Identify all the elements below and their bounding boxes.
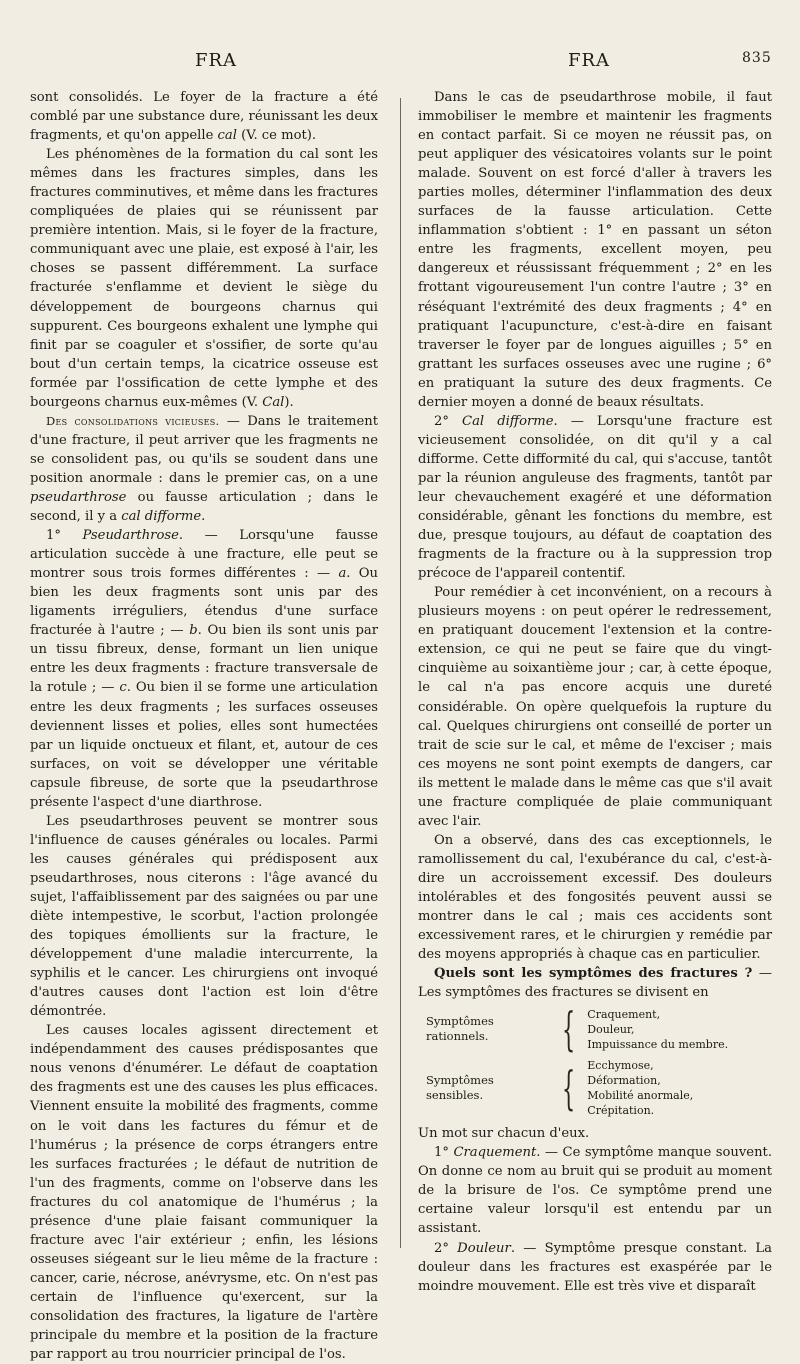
- text-run: On a observé, dans des cas exceptionnels, le ramollissement du cal, l'exubérance du cal, c'est-à-dire un accroissement excessif. Des douleurs intolérables et des fongosités peuvent aussi se montrer dans le cal ; mais ces accidents sont excessivement rares, et le chirurgien y remédie par des moyens appropriés à chaque cas en particulier.: [418, 832, 772, 963]
- text-run: ou fausse articulation ; dans le second, il y a: [30, 489, 378, 525]
- paragraph: [30, 812, 378, 1022]
- text-run: 2°: [434, 1240, 458, 1256]
- symptom-item: Crépitation.: [587, 1104, 655, 1118]
- text-run: . Ou bien les deux fragments sont unis par des ligaments irréguliers, étendus d'une surface fracturée à l'autre ; —: [30, 566, 378, 639]
- paragraph: [30, 145, 378, 412]
- paragraph: [418, 583, 772, 831]
- text-run: Craquement: [453, 1145, 537, 1161]
- text-run: — Les symptômes des fractures se divisent en: [418, 966, 773, 1001]
- paragraph: [30, 412, 378, 526]
- text-run: Les pseudarthroses peuvent se montrer sous l'influence de causes générales ou locales. Parmi les causes générales qui prédisposent aux pseudarthroses, nous citerons : l'âge avancé du sujet, l'affaiblissement par des saignées ou par une diète intempestive, le scorbut, l'action prolongée des topiques émollients sur la fracture, le développement d'une maladie intercurrente, la syphilis et le cancer. Les chirurgiens ont invoqué d'autres causes dont l'action est loin d'être démontrée.: [30, 813, 378, 1020]
- symptom-item: Mobilité anormale,: [587, 1089, 694, 1103]
- text-run: Dans le cas de pseudarthrose mobile, il faut immobiliser le membre et maintenir les fragments en contact parfait. Si ce moyen ne réussit pas, on peut appliquer des vésicatoires volants sur le point malade. Souvent on est forcé d'aller à travers les parties molles, déterminer l'inflammation des deux surfaces de la fausse articulation. Cette inflammation s'obtient : 1° en passant un séton entre les fragments, excellent moyen, peu dangereux et réussissant fréquemment ; 2° en les frottant vigoureusement l'un contre l'autre ; 3° en réséquant l'extrémité des deux fragments ; 4° en pratiquant l'acupuncture, c'est-à-dire en faisant traverser le foyer par de longues aiguilles ; 5° en grattant les surfaces osseuses avec une rugine ; 6° en pratiquant la suture des deux fragments. Ce dernier moyen a donné de beaux résultats.: [418, 90, 772, 410]
- text-run: b: [189, 623, 198, 639]
- paragraph: [30, 1021, 378, 1364]
- column-divider: [400, 98, 401, 1248]
- text-run: . — Lorsqu'une fausse articulation succède à une fracture, elle peut se montrer sous trois formes différentes : —: [30, 528, 378, 582]
- paragraph: [418, 1143, 772, 1238]
- text-run: c: [119, 680, 127, 696]
- text-run: Cal: [262, 394, 285, 410]
- text-run: Douleur: [457, 1240, 511, 1256]
- paragraph: [418, 831, 772, 964]
- paragraph: [30, 88, 378, 145]
- symptom-item: Impuissance du membre.: [587, 1037, 729, 1051]
- text-run: . Ou bien il se forme une articulation entre les deux fragments ; les surfaces osseuses deviennent lisses et polies, elles sont humectées par un liquide onctueux et filant, et, autour de ces surfaces, on voit se développer une véritable capsule fibreuse, de sorte que la pseudarthrose présente l'aspect d'une diarthrose.: [30, 680, 378, 810]
- text-run: Les causes locales agissent directement et indépendamment des causes prédisposantes que nous venons d'énumérer. Le défaut de coaptation des fragments est une des causes les plus efficaces. Viennent ensuite la mobilité des fragments, comme on le voit dans les factures du fémur et de l'humérus ; la présence de corps étrangers entre les surfaces fracturées ; le défaut de nutrition de l'un des fragments, comme on l'observe dans les fractures du col anatomique de l'humérus ; la présence d'une plaie faisant communiquer la fracture avec l'air extérieur ; enfin, les lésions osseuses siégeant sur le lieu même de la fracture : cancer, carie, nécrose, anévrysme, etc. On n'est pas certain de l'influence qu'exercent, sur la consolidation des fractures, la ligature de l'artère principale du membre et la position de la fracture par rapport au trou nourricier principal de l'os.: [30, 1023, 378, 1363]
- text-run: a: [338, 566, 347, 582]
- text-run: — Dans le traitement d'une fracture, il peut arriver que les fragments ne se consolident pas, ou qu'ils se soudent dans une position anormale : dans le premier cas, on a une: [30, 413, 378, 486]
- paragraph: [418, 964, 772, 1002]
- symptom-list: [587, 1058, 693, 1118]
- text-run: sont consolidés. Le foyer de la fracture a été comblé par une substance dure, réunissant les deux fragments, et qu'on appelle: [30, 90, 378, 144]
- text-run: 2°: [434, 413, 463, 429]
- symptom-item: Ecchymose,: [587, 1059, 654, 1073]
- text-run: cal difforme: [121, 509, 202, 525]
- question-heading: Quels sont les symptômes des fractures ?: [434, 966, 753, 982]
- text-run: 1°: [434, 1145, 454, 1161]
- text-run: . — Ce symptôme manque souvent. On donne ce nom au bruit qui se produit au moment de la brisure de l'os. Ce symptôme prend une certaine valeur lorsqu'il est entendu par un assistant.: [418, 1145, 773, 1237]
- text-run: . Ou bien ils sont unis par un tissu fibreux, dense, formant un lien unique entre les deux fragments : fracture transversale de la rotule ; —: [30, 623, 378, 696]
- text-run: (V. ce mot).: [236, 128, 317, 144]
- symptom-group: [426, 1058, 772, 1118]
- symptom-group-label: Symptômes sensibles.: [426, 1073, 494, 1103]
- left-column: [30, 88, 378, 1364]
- text-run: .: [201, 509, 206, 525]
- text-run: Pseudarthrose: [82, 528, 179, 544]
- section-heading: Des consolidations vicieuses.: [46, 413, 220, 428]
- paragraph: [418, 412, 772, 583]
- right-column: [418, 88, 772, 1296]
- text-run: cal: [217, 128, 237, 144]
- symptom-item: Douleur,: [587, 1022, 635, 1036]
- text-run: . — Lorsqu'une fracture est vicieusement consolidée, on dit qu'il y a cal difforme. Cette difformité du cal, qui s'accuse, tantôt par la réunion anguleuse des fragments, tantôt par leur chevauchement exagéré et une déformation considérable, gênant les fonctions du membre, est due, presque toujours, au défaut de coaptation des fragments de la fracture ou à la suppression trop précoce de l'appareil contentif.: [418, 413, 772, 582]
- text-run: ).: [284, 394, 294, 410]
- symptom-item: Déformation,: [587, 1074, 661, 1088]
- text-run: Pour remédier à cet inconvénient, on a recours à plusieurs moyens : on peut opérer le redressement, en pratiquant doucement l'extension et la contre-extension, ce qui ne peut se faire que du vingt-cinquième au soixantième jour ; car, à cette époque, le cal n'a pas encore acquis une dureté considérable. On opère quelquefois la rupture du cal. Quelques chirurgiens ont conseillé de porter un trait de scie sur le cal, et même de l'exciser ; mais ces moyens ne sont point exempts de dangers, car ils mettent le malade dans le même cas que s'il avait une fracture compliquée de plaie communiquant avec l'air.: [418, 585, 772, 829]
- symptom-group: [426, 1002, 772, 1057]
- text-run: . — Symptôme presque constant. La douleur dans les fractures est exaspérée par le moindre mouvement. Elle est très vive et disparaît: [418, 1240, 772, 1294]
- text-run: Les phénomènes de la formation du cal sont les mêmes dans les fractures simples, dans les fractures comminutives, et même dans les fractures compliquées de plaies qui se réunissent par première intention. Mais, si le foyer de la fracture, communiquant avec une plaie, est exposé à l'air, les choses se passent différemment. La surface fracturée s'enflamme et devient le siège du développement de bourgeons charnus qui suppurent. Ces bourgeons exhalent une lymphe qui finit par se coaguler et s'ossifier, de sorte qu'au bout d'un certain temps, la cicatrice osseuse est formée par l'ossification de cette lymphe et des bourgeons charnus eux-mêmes (V.: [30, 147, 378, 410]
- symptom-item: Craquement,: [587, 1007, 661, 1021]
- curly-brace-icon: {: [562, 1002, 576, 1057]
- paragraph: [418, 1124, 772, 1143]
- paragraph: [418, 1239, 772, 1296]
- text-run: Cal difforme: [462, 413, 554, 429]
- text-run: pseudarthrose: [30, 489, 127, 505]
- symptom-group-label: Symptômes rationnels.: [426, 1014, 494, 1044]
- text-run: Un mot sur chacun d'eux.: [418, 1126, 590, 1142]
- running-head-right: FRA: [568, 50, 611, 71]
- page-number: 835: [742, 50, 772, 66]
- text-run: 1°: [46, 528, 83, 544]
- symptom-list: [587, 1007, 728, 1052]
- paragraph: [30, 526, 378, 812]
- curly-brace-icon: {: [562, 1061, 576, 1116]
- paragraph: [418, 88, 772, 412]
- running-head-left: FRA: [195, 50, 238, 71]
